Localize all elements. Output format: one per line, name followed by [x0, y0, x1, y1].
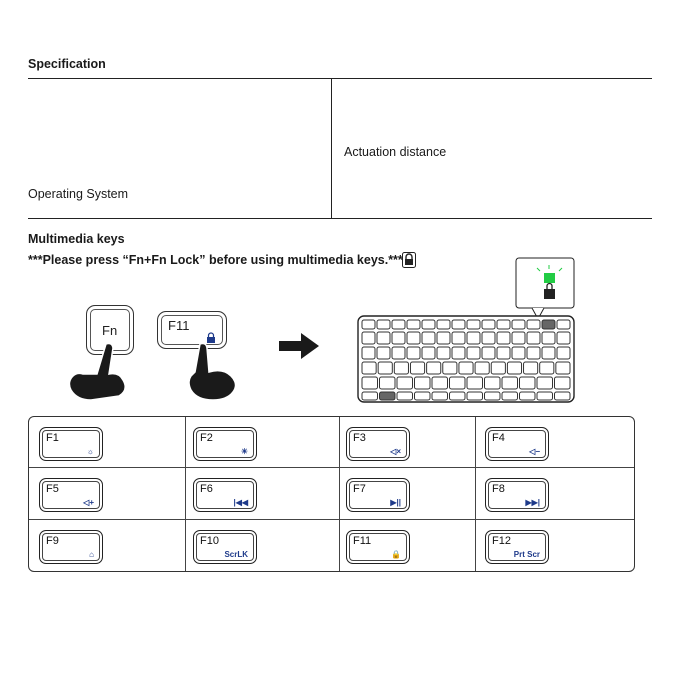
- keyboard-key: [537, 377, 553, 389]
- function-key-label: F4: [492, 432, 505, 444]
- function-key-f4: [485, 427, 549, 461]
- keyboard-key: [362, 392, 378, 400]
- keyboard-key: [482, 320, 495, 329]
- keyboard-key: [482, 347, 495, 359]
- function-key-f12: [485, 530, 549, 564]
- keyboard-key: [410, 362, 424, 374]
- function-key-label: F6: [200, 483, 213, 495]
- function-key-icon: Prt Scr: [513, 550, 540, 559]
- spec-bottom-rule: [28, 218, 652, 219]
- keyboard-key: [527, 347, 540, 359]
- keyboard-key: [491, 362, 505, 374]
- keyboard-key: [362, 320, 375, 329]
- keyboard-key: [527, 320, 540, 329]
- keyboard-key: [394, 362, 408, 374]
- spec-column-divider: [331, 78, 332, 218]
- pointing-hand-icon: [184, 340, 248, 400]
- keyboard-key: [467, 347, 480, 359]
- fn-key-label: Fn: [102, 323, 118, 338]
- keyboard-key: [392, 347, 405, 359]
- keyboard-key: [497, 347, 510, 359]
- keyboard-key: [407, 332, 420, 344]
- keyboard-key: [557, 347, 570, 359]
- keyboard-key: [540, 362, 554, 374]
- keyboard-key: [507, 362, 521, 374]
- keyboard-key: [475, 362, 489, 374]
- multimedia-note: ***Please press “Fn+Fn Lock” before using multimedia keys.***: [28, 253, 403, 267]
- keyboard-key: [397, 377, 413, 389]
- keyboard-key: [437, 332, 450, 344]
- spec-actuation-distance: Actuation distance: [344, 145, 447, 159]
- keyboard-key: [459, 362, 473, 374]
- keyboard-key: [502, 392, 518, 400]
- function-key-label: F3: [353, 432, 366, 444]
- multimedia-keys-table: [28, 416, 635, 572]
- keyboard-key: [502, 377, 518, 389]
- keyboard-key: [452, 347, 465, 359]
- keyboard-key: [392, 332, 405, 344]
- keyboard-key: [427, 362, 441, 374]
- keyboard-key: [520, 377, 536, 389]
- keyboard-key: [362, 377, 378, 389]
- keyboard-key: [555, 392, 571, 400]
- function-key-f8: [485, 478, 549, 512]
- keyboard-key: [452, 320, 465, 329]
- keyboard-key: [542, 320, 555, 329]
- function-key-icon: 🔒: [391, 550, 401, 559]
- keyboard-key: [362, 362, 376, 374]
- function-key-f7: [346, 478, 410, 512]
- function-key-f11: [346, 530, 410, 564]
- function-key-label: F12: [492, 535, 511, 547]
- function-key-f1: [39, 427, 103, 461]
- grid-col-divider: [185, 417, 186, 571]
- keyboard-key: [482, 332, 495, 344]
- keyboard-key: [452, 332, 465, 344]
- keyboard-key: [377, 320, 390, 329]
- keyboard-key: [520, 392, 536, 400]
- function-key-label: F10: [200, 535, 219, 547]
- function-key-label: F8: [492, 483, 505, 495]
- function-key-icon: ⌂: [89, 550, 94, 559]
- keyboard-illustration: [356, 256, 576, 406]
- function-key-icon: |◀◀: [233, 498, 248, 507]
- function-key-icon: ◁+: [83, 498, 94, 507]
- keyboard-key: [537, 392, 553, 400]
- spec-top-rule: [28, 78, 652, 79]
- function-key-icon: ▶||: [390, 498, 401, 507]
- function-key-f5: [39, 478, 103, 512]
- function-key-icon: ◁−: [529, 447, 540, 456]
- keyboard-key: [422, 320, 435, 329]
- function-key-icon: ◁×: [390, 447, 401, 456]
- keyboard-key: [485, 392, 501, 400]
- keyboard-key: [415, 377, 431, 389]
- keyboard-key: [443, 362, 457, 374]
- function-key-icon: ☀: [240, 447, 248, 456]
- function-key-f10: [193, 530, 257, 564]
- keyboard-key: [362, 347, 375, 359]
- keyboard-key: [467, 332, 480, 344]
- keyboard-key: [392, 320, 405, 329]
- f11-key-label: F11: [168, 318, 190, 333]
- grid-col-divider: [339, 417, 340, 571]
- function-key-label: F9: [46, 535, 59, 547]
- keyboard-key: [527, 332, 540, 344]
- keyboard-key: [555, 377, 571, 389]
- function-key-f2: [193, 427, 257, 461]
- keyboard-key: [450, 377, 466, 389]
- keyboard-key: [380, 392, 396, 400]
- keyboard-key: [524, 362, 538, 374]
- keyboard-key: [422, 347, 435, 359]
- keyboard-key: [380, 377, 396, 389]
- keyboard-key: [512, 347, 525, 359]
- keyboard-key: [422, 332, 435, 344]
- keyboard-key: [467, 320, 480, 329]
- multimedia-heading: Multimedia keys: [28, 232, 125, 246]
- grid-col-divider: [475, 417, 476, 571]
- keyboard-key: [432, 377, 448, 389]
- right-arrow-icon: [279, 333, 319, 359]
- keyboard-key: [467, 377, 483, 389]
- function-key-icon: ☼: [86, 447, 94, 456]
- keyboard-key: [485, 377, 501, 389]
- function-key-icon: ScrLK: [224, 550, 248, 559]
- function-key-f3: [346, 427, 410, 461]
- keyboard-key: [542, 347, 555, 359]
- spec-operating-system: Operating System: [28, 187, 129, 201]
- keyboard-key: [437, 347, 450, 359]
- function-key-label: F7: [353, 483, 366, 495]
- function-key-f9: [39, 530, 103, 564]
- grid-row-divider: [29, 467, 634, 468]
- keyboard-key: [437, 320, 450, 329]
- keyboard-key: [557, 320, 570, 329]
- function-key-label: F2: [200, 432, 213, 444]
- keyboard-key: [542, 332, 555, 344]
- specification-heading: Specification: [28, 57, 106, 71]
- keyboard-key: [512, 320, 525, 329]
- keyboard-key: [557, 332, 570, 344]
- keyboard-key: [556, 362, 570, 374]
- keyboard-key: [377, 347, 390, 359]
- keyboard-key: [432, 392, 448, 400]
- keyboard-key: [512, 332, 525, 344]
- keyboard-key: [362, 332, 375, 344]
- function-key-f6: [193, 478, 257, 512]
- keyboard-key: [497, 320, 510, 329]
- keyboard-key: [407, 347, 420, 359]
- function-key-label: F1: [46, 432, 59, 444]
- keyboard-key: [450, 392, 466, 400]
- keyboard-key: [407, 320, 420, 329]
- keyboard-key: [415, 392, 431, 400]
- keyboard-key: [467, 392, 483, 400]
- keyboard-key: [377, 332, 390, 344]
- function-key-icon: ▶▶|: [525, 498, 540, 507]
- keyboard-key: [397, 392, 413, 400]
- grid-row-divider: [29, 519, 634, 520]
- function-key-label: F5: [46, 483, 59, 495]
- keyboard-key: [378, 362, 392, 374]
- keyboard-key: [497, 332, 510, 344]
- function-key-label: F11: [353, 535, 372, 547]
- pointing-hand-icon: [66, 340, 130, 400]
